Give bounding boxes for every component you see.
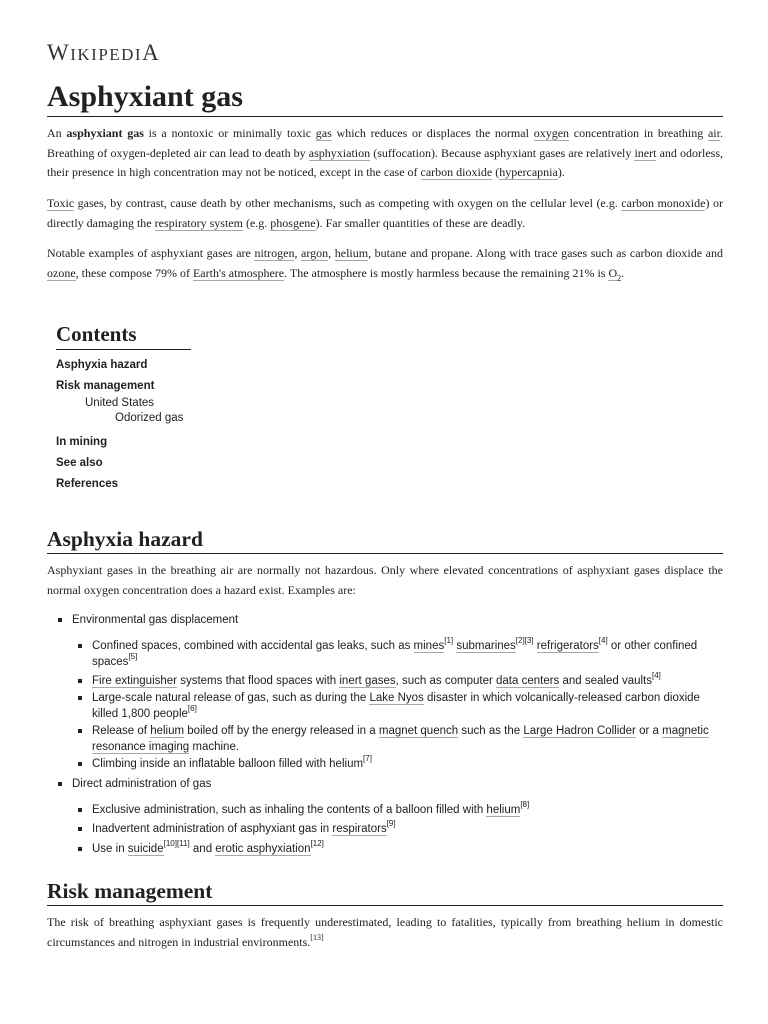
- link-submarines[interactable]: submarines: [456, 640, 516, 652]
- link-carbon-dioxide[interactable]: carbon dioxide: [420, 165, 493, 179]
- bullet: [58, 618, 62, 622]
- section-heading-asphyxia-hazard: Asphyxia hazard: [47, 525, 723, 554]
- toc-item-in-mining[interactable]: In mining: [56, 436, 108, 448]
- list-item-confined-spaces: Confined spaces, combined with accidental gas leaks, such as mines[1] submarines[2][3] refrigerators[4] or other confined spaces[5]: [92, 636, 698, 668]
- risk-paragraph: The risk of breathing asphyxiant gases is frequently underestimated, leading to fatalities, typically from breathing helium in domestic circumstances and nitrogen in industrial environments.[13]: [47, 915, 723, 949]
- link-asphyxiation[interactable]: asphyxiation: [308, 145, 371, 160]
- link-argon[interactable]: argon: [301, 246, 329, 260]
- link-erotic-asphyxiation[interactable]: erotic asphyxiation: [215, 843, 311, 855]
- link-large-hadron-collider[interactable]: Large Hadron Collider: [523, 725, 636, 737]
- link-refrigerators[interactable]: refrigerators: [536, 640, 599, 652]
- list-item-fire-extinguisher: Fire extinguisher systems that flood spaces with inert gases, such as computer data centers and sealed vaults[4]: [92, 671, 661, 687]
- link-o2[interactable]: $O_2$: [608, 265, 622, 282]
- intro-paragraph-3: Notable examples of asphyxiant gases are nitrogen, argon, helium, butane and propane. Along with trace gases such as carbon dioxide and ozone, these compose 79% of Earth's atmosphere. The atmosphere is mostly harmless because the remaining 21% is $O_2$.: [47, 246, 724, 282]
- link-earths-atmosphere[interactable]: Earth's atmosphere: [192, 265, 285, 280]
- toc-item-united-states[interactable]: United States: [85, 397, 155, 409]
- bullet: [78, 644, 82, 648]
- link-air[interactable]: air: [707, 126, 720, 140]
- list-item-natural-release: Large-scale natural release of gas, such as during the Lake Nyos disaster in which volcanically-released carbon dioxide killed 1,800 people[6]: [92, 692, 700, 720]
- page-title: Asphyxiant gas: [47, 78, 723, 117]
- bullet: [78, 762, 82, 766]
- bullet: [78, 729, 82, 733]
- link-magnet-quench[interactable]: magnet quench: [378, 725, 459, 737]
- link-data-centers[interactable]: data centers: [496, 675, 560, 687]
- toc-item-asphyxia-hazard[interactable]: Asphyxia hazard: [56, 359, 148, 371]
- toc-item-references[interactable]: References: [56, 478, 119, 490]
- intro-paragraph-2: Toxic gases, by contrast, cause death by other mechanisms, such as competing with oxygen on the cellular level (e.g. carbon monoxide) or directly damaging the respiratory system (e.g. phosgene). Far smaller quantities of these are deadly.: [47, 196, 723, 230]
- link-toxic[interactable]: Toxic: [47, 196, 75, 210]
- link-lake-nyos[interactable]: Lake Nyos: [369, 692, 424, 704]
- link-helium-2[interactable]: helium: [150, 725, 185, 737]
- bullet: [78, 808, 82, 812]
- link-ozone[interactable]: ozone: [47, 265, 76, 280]
- link-respirators[interactable]: respirators: [332, 823, 387, 835]
- list-item-balloon: Climbing inside an inflatable balloon filled with helium[7]: [92, 754, 372, 770]
- link-phosgene[interactable]: phosgene: [270, 215, 316, 230]
- list-item-environmental: Environmental gas displacement: [72, 614, 239, 626]
- link-nitrogen[interactable]: nitrogen: [254, 246, 295, 260]
- section-heading-risk-management: Risk management: [47, 877, 723, 906]
- link-inert[interactable]: inert: [634, 145, 657, 160]
- bullet: [78, 847, 82, 851]
- bullet: [78, 679, 82, 683]
- list-item-inadvertent: Inadvertent administration of asphyxiant gas in respirators[9]: [92, 819, 396, 835]
- link-suicide[interactable]: suicide: [127, 843, 164, 855]
- list-item-helium-release: Release of helium boiled off by the energy released in a magnet quench such as the Large Hadron Collider or a magnetic resonance imaging machine.: [92, 725, 709, 753]
- link-carbon-monoxide[interactable]: carbon monoxide: [621, 196, 706, 210]
- link-inert-gases[interactable]: inert gases: [339, 675, 396, 687]
- toc-item-see-also[interactable]: See also: [56, 457, 103, 469]
- link-helium[interactable]: helium: [334, 246, 369, 260]
- bullet: [78, 696, 82, 700]
- toc-title: Contents: [56, 322, 191, 350]
- link-helium-3[interactable]: helium: [486, 804, 521, 816]
- link-oxygen[interactable]: oxygen: [533, 126, 570, 140]
- bullet: [58, 782, 62, 786]
- hazard-paragraph: Asphyxiant gases in the breathing air are normally not hazardous. Only where elevated concentrations of asphyxiant gases displace the normal oxygen concentration does a hazard exist. Examples are:: [47, 563, 723, 597]
- list-item-exclusive: Exclusive administration, such as inhaling the contents of a balloon filled with helium[8]: [92, 800, 530, 816]
- list-item-direct: Direct administration of gas: [72, 778, 212, 790]
- bullet: [78, 827, 82, 831]
- intro-paragraph-1: An asphyxiant gas is a nontoxic or minimally toxic gas which reduces or displaces the normal oxygen concentration in breathing air. Breathing of oxygen-depleted air can lead to death by asphyxiation (suffocation). Because asphyxiant gases are relatively inert and odorless, their presence in high concentration may not be noticed, except in the case of carbon dioxide (hypercapnia).: [47, 126, 723, 179]
- link-respiratory-system[interactable]: respiratory system: [154, 215, 243, 230]
- link-fire-extinguisher[interactable]: Fire extinguisher: [92, 675, 178, 687]
- table-of-contents: [56, 322, 356, 490]
- link-hypercapnia[interactable]: hypercapnia: [499, 165, 558, 179]
- link-mri[interactable]: magnetic resonance imaging: [92, 725, 709, 753]
- wikipedia-wordmark[interactable]: WIKIPEDIA: [47, 40, 161, 65]
- toc-item-risk-management[interactable]: Risk management: [56, 380, 155, 392]
- list-item-suicide: Use in suicide[10][11] and erotic asphyxiation[12]: [92, 839, 324, 855]
- toc-item-odorized-gas[interactable]: Odorized gas: [115, 412, 184, 424]
- link-gas[interactable]: gas: [315, 126, 332, 140]
- link-mines[interactable]: mines: [413, 640, 445, 652]
